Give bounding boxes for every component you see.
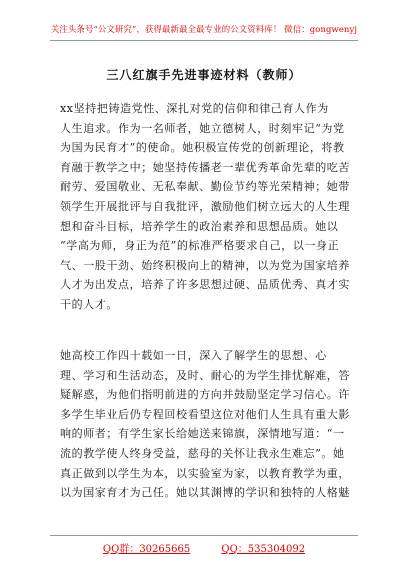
paragraph-2 — [60, 346, 350, 503]
paragraph-line: 人才为出发点，培养了许多思想过硬、品质优秀、真才实 — [60, 278, 350, 292]
paragraph-line: 育融于教学之中；她坚持传播老一辈优秀革命先辈的吃苦 — [60, 160, 350, 174]
document-title: 三八红旗手先进事迹材料（教师） — [106, 68, 302, 82]
paragraph-line: xx坚持把铸造党性、深扎对党的信仰和律己育人作为 — [60, 102, 329, 115]
paragraph-line: 领学生开展批评与自我批评，激励他们树立远大的人生理 — [60, 199, 350, 213]
paragraph-line: 以为国家育才为己任。她以其渊博的学识和独特的人格魅 — [60, 486, 350, 500]
footer-contact — [0, 540, 408, 555]
paragraph-1 — [60, 99, 350, 315]
paragraph-line: 干的人才。 — [60, 297, 118, 311]
paragraph-line: 真正做到以学生为本，以实验室为家，以教育教学为重， — [60, 466, 350, 480]
header-divider — [50, 40, 358, 41]
footer-divider — [50, 535, 358, 536]
paragraph-line: 气、一股干劲、始终积极向上的精神，以为党为国家培养 — [60, 258, 350, 272]
paragraph-line: 疑解惑，为他们指明前进的方向并鼓励坚定学习信心。许 — [60, 388, 350, 402]
paragraph-line: “学高为师，身正为范”的标准严格要求自己，以一身正 — [60, 239, 340, 253]
header-banner: 关注头条号“公文研究”，获得最新最全最专业的公文资料库！ 微信：gongwenyj — [50, 24, 358, 34]
paragraph-line: 响的师者；有学生家长给她送来锦旗，深情地写道：“一 — [60, 427, 345, 441]
paragraph-line: 多学生毕业后仍专程回校看望这位对他们人生具有重大影 — [60, 407, 350, 421]
paragraph-line: 流的教学使人终身受益，慈母的关怀让我永生难忘”。她 — [60, 446, 345, 460]
paragraph-line: 耐劳、爱国敬业、无私奉献、勤俭节约等光荣精神；她带 — [60, 180, 350, 194]
paragraph-line: 想和奋斗目标，培养学生的政治素养和思想品质。她以 — [60, 219, 339, 233]
paragraph-line: 人生追求。作为一名师者，她立德树人，时刻牢记“为党 — [60, 121, 345, 135]
paragraph-line: 理、学习和生活动态，及时、耐心的为学生排忧解难，答 — [60, 368, 350, 382]
footer-qq-group: QQ群：30265665 — [102, 544, 191, 555]
footer-qq: QQ：535304092 — [221, 544, 306, 555]
paragraph-line: 为国为民育才”的使命。她积极宣传党的创新理论，将教 — [60, 141, 345, 155]
paragraph-line: 她高校工作四十载如一日，深入了解学生的思想、心 — [60, 349, 327, 362]
